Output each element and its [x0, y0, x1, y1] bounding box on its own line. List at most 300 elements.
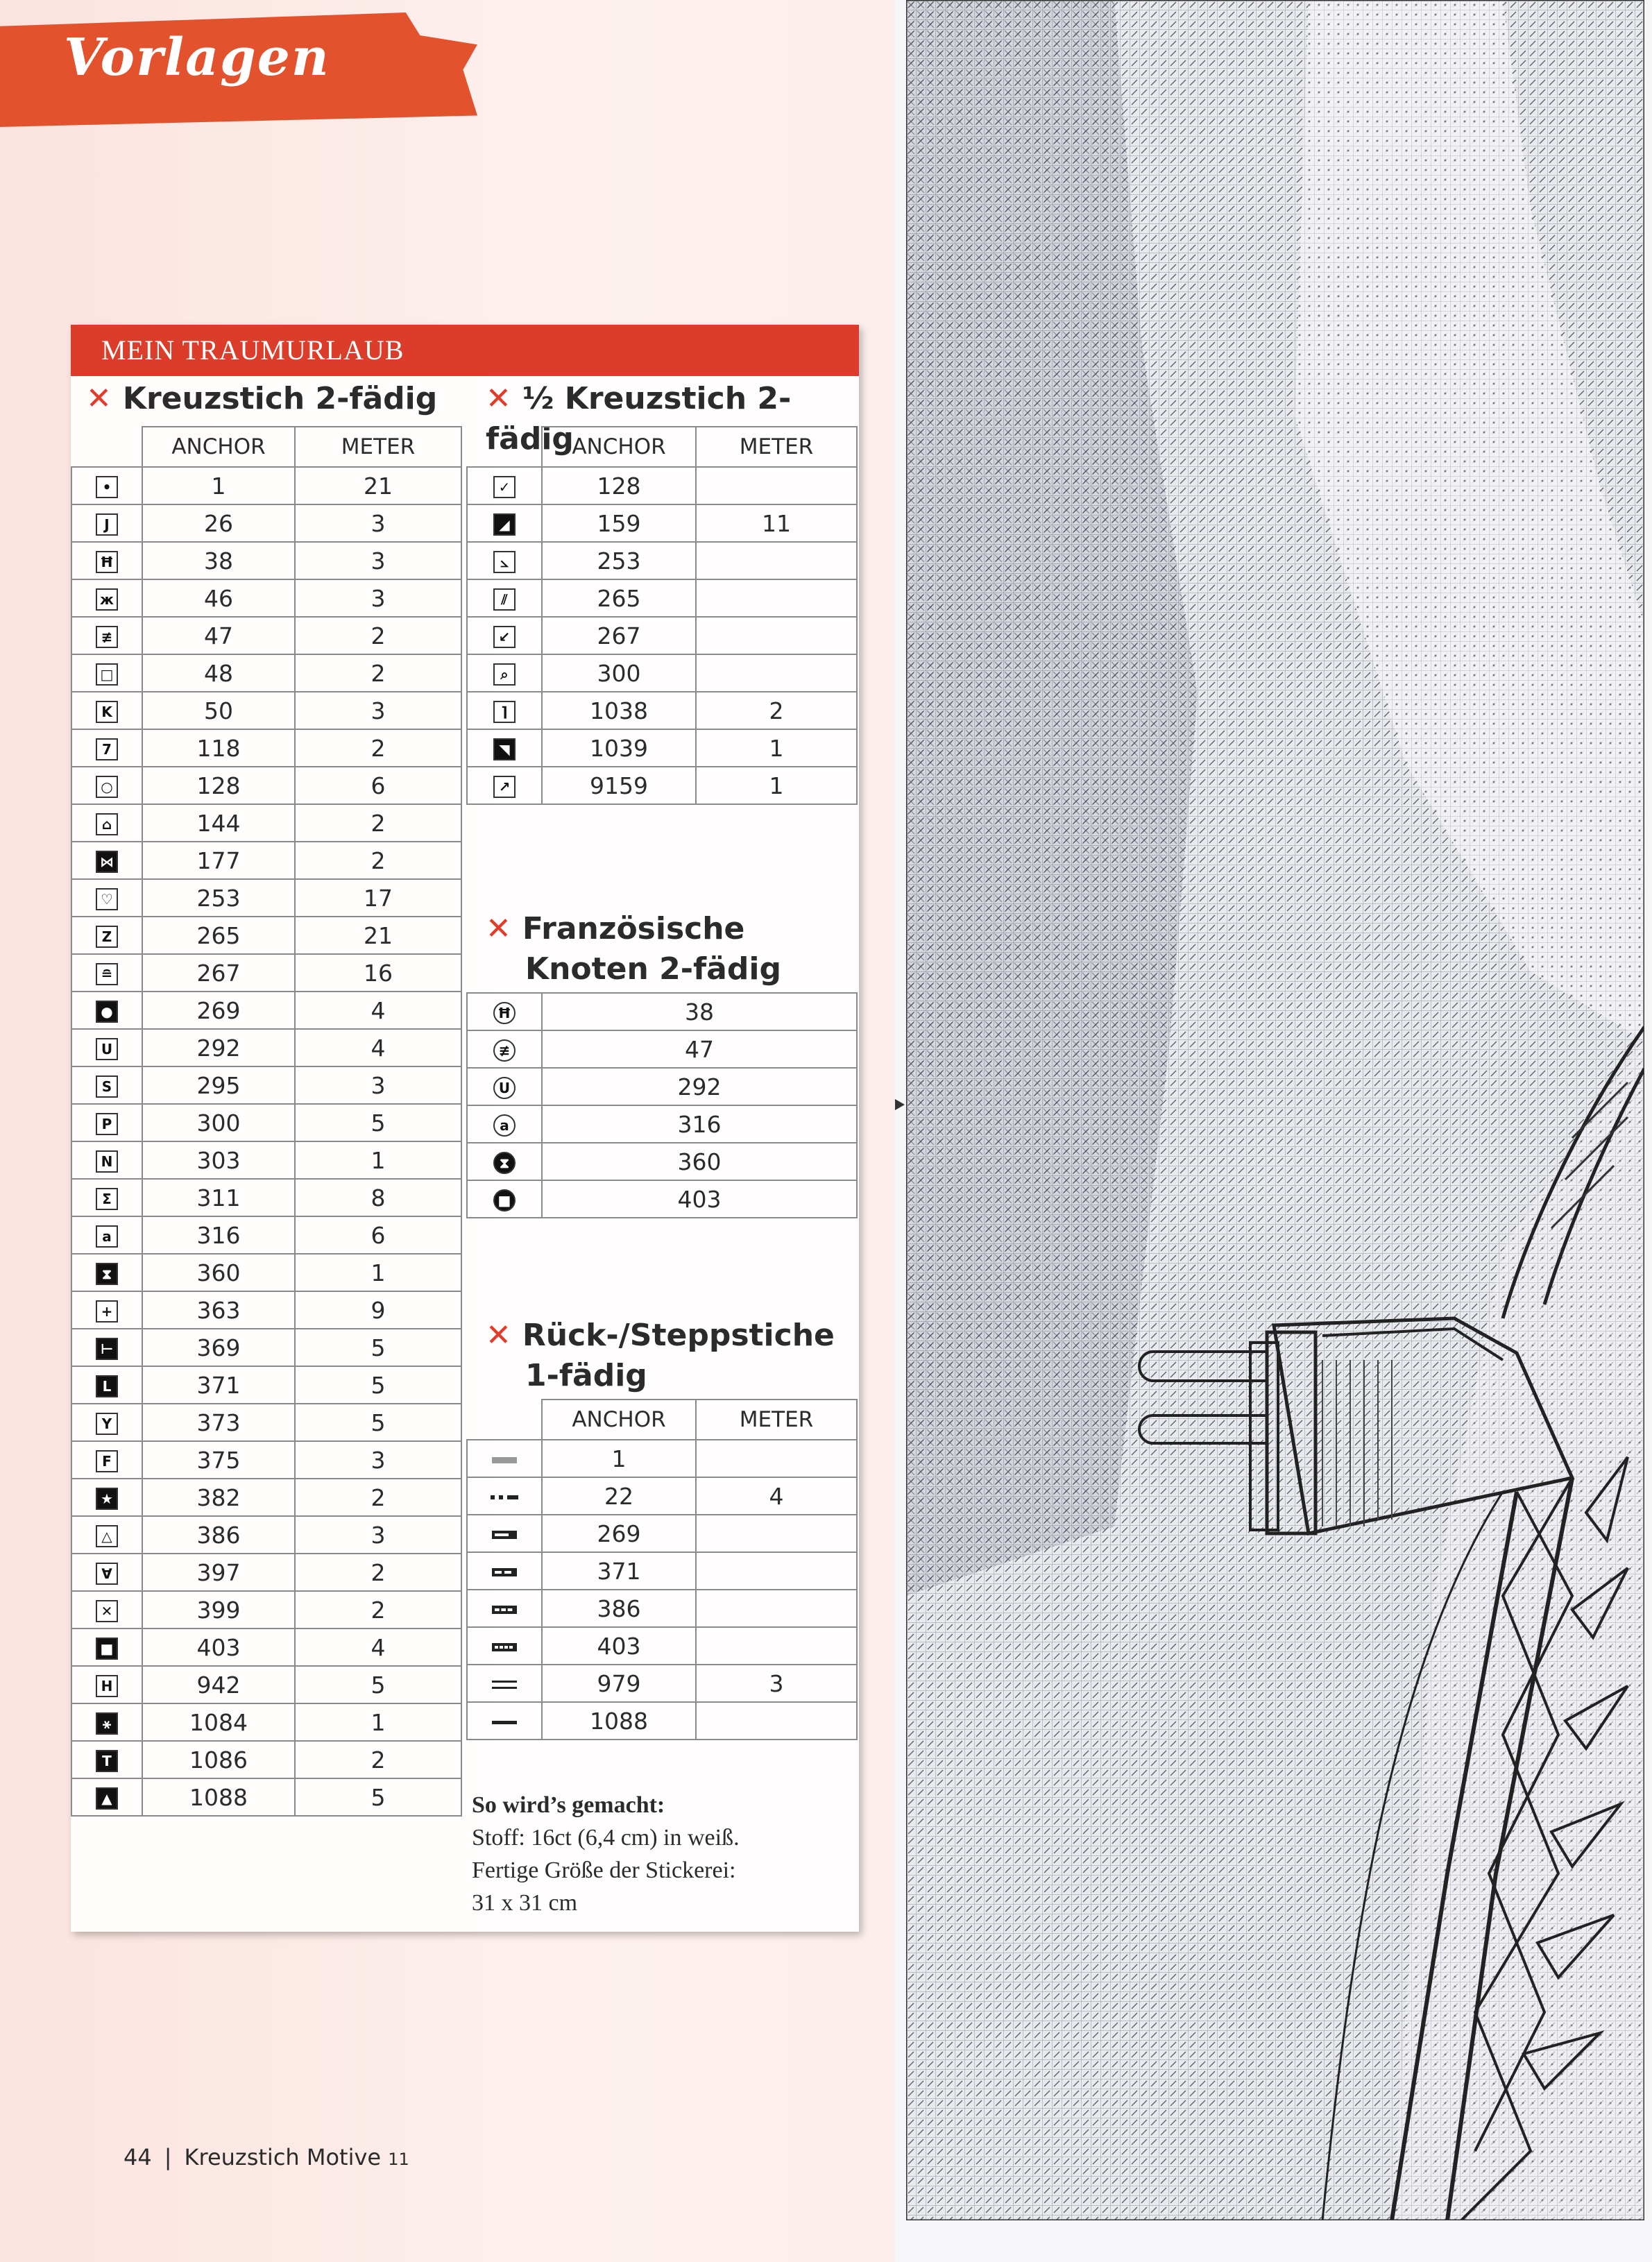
- stitch-symbol-icon: ⊢: [96, 1338, 118, 1360]
- symbol-cell: [71, 1029, 142, 1066]
- red-x-icon: ✕: [486, 381, 511, 416]
- table-row: [71, 842, 461, 879]
- meter-value: 21: [295, 467, 461, 504]
- anchor-value: 38: [142, 542, 295, 579]
- stitch-symbol-icon: ★: [96, 1488, 118, 1510]
- anchor-value: 382: [142, 1479, 295, 1516]
- stitch-symbol-icon: U: [493, 1077, 516, 1099]
- stitch-symbol-icon: 7: [96, 738, 118, 760]
- stitch-symbol-icon: ⋈: [96, 851, 118, 873]
- anchor-value: 1: [542, 1440, 696, 1477]
- anchor-value: 295: [142, 1066, 295, 1104]
- back-stitch-title: ✕ Rück-/Steppstiche 1-fädig: [486, 1318, 835, 1393]
- anchor-value: 26: [142, 504, 295, 542]
- table-row: [71, 1591, 461, 1629]
- table-row: [71, 1629, 461, 1666]
- french-knots-table: [466, 992, 858, 1218]
- anchor-value: 1: [142, 467, 295, 504]
- symbol-cell: [71, 1441, 142, 1479]
- legend-panel: [71, 325, 859, 1932]
- instructions-size-value: 31 x 31 cm: [472, 1890, 578, 1916]
- col-anchor: ANCHOR: [142, 427, 295, 467]
- table-row: [467, 1477, 857, 1515]
- stitch-symbol-icon: Z: [96, 926, 118, 948]
- table-row: [467, 729, 857, 767]
- anchor-value: 373: [142, 1404, 295, 1441]
- table-row: [71, 692, 461, 729]
- meter-value: 5: [295, 1329, 461, 1366]
- meter-value: 6: [295, 1216, 461, 1254]
- table-row: [71, 917, 461, 954]
- meter-value: 17: [295, 879, 461, 917]
- table-row: [71, 1066, 461, 1104]
- table-row: [71, 879, 461, 917]
- meter-value: [696, 654, 857, 692]
- symbol-cell: [467, 1515, 542, 1552]
- meter-value: 3: [696, 1665, 857, 1702]
- meter-value: 1: [295, 1703, 461, 1741]
- anchor-value: 303: [142, 1141, 295, 1179]
- symbol-cell: [71, 1479, 142, 1516]
- anchor-value: 267: [542, 617, 696, 654]
- meter-value: 5: [295, 1104, 461, 1141]
- table-row: [71, 1104, 461, 1141]
- anchor-value: 403: [542, 1180, 857, 1218]
- anchor-value: 369: [142, 1329, 295, 1366]
- anchor-value: 360: [142, 1254, 295, 1291]
- table-row: [467, 1627, 857, 1665]
- instructions-fabric: Stoff: 16ct (6,4 cm) in weiß.: [472, 1825, 740, 1851]
- stitch-symbol-icon: ⦣: [493, 551, 516, 573]
- back-stitch-table: [466, 1399, 858, 1740]
- stitch-symbol-icon: H: [96, 1675, 118, 1697]
- stitch-symbol-icon: ∀: [96, 1563, 118, 1585]
- anchor-value: 38: [542, 993, 857, 1030]
- meter-value: [696, 467, 857, 504]
- symbol-cell: [467, 1105, 542, 1143]
- backstitch-line-icon: [489, 1528, 520, 1542]
- symbol-cell: [467, 1702, 542, 1740]
- symbol-cell: [467, 1552, 542, 1590]
- meter-value: 3: [295, 542, 461, 579]
- chart-center-marker-icon: [895, 1099, 905, 1110]
- stitch-symbol-icon: ⌂: [96, 813, 118, 835]
- meter-value: 11: [696, 504, 857, 542]
- table-row: [71, 1029, 461, 1066]
- symbol-cell: [467, 993, 542, 1030]
- stitch-symbol-icon: S: [96, 1075, 118, 1098]
- anchor-value: 269: [142, 992, 295, 1029]
- anchor-value: 300: [142, 1104, 295, 1141]
- anchor-value: 47: [142, 617, 295, 654]
- anchor-value: 9159: [542, 767, 696, 804]
- stitch-symbol-icon: T: [96, 1750, 118, 1772]
- red-x-icon: ✕: [486, 911, 511, 946]
- anchor-value: 316: [142, 1216, 295, 1254]
- table-row: [71, 1254, 461, 1291]
- meter-value: 2: [295, 654, 461, 692]
- symbol-cell: [71, 1366, 142, 1404]
- meter-value: 5: [295, 1778, 461, 1816]
- table-row: [71, 1366, 461, 1404]
- anchor-value: 267: [142, 954, 295, 992]
- meter-value: 1: [696, 729, 857, 767]
- page-number: 44: [124, 2144, 152, 2170]
- symbol-cell: [71, 467, 142, 504]
- instructions-size-label: Fertige Größe der Stickerei:: [472, 1857, 736, 1883]
- anchor-value: 316: [542, 1105, 857, 1143]
- meter-value: 3: [295, 692, 461, 729]
- anchor-value: 253: [142, 879, 295, 917]
- symbol-cell: [71, 1291, 142, 1329]
- half-cross-stitch-table: [466, 426, 858, 805]
- table-row: [467, 467, 857, 504]
- symbol-cell: [71, 729, 142, 767]
- anchor-value: 144: [142, 804, 295, 842]
- stitch-symbol-icon: ▲: [96, 1787, 118, 1810]
- meter-value: 2: [295, 804, 461, 842]
- meter-value: [696, 1552, 857, 1590]
- stitch-symbol-icon: J: [96, 513, 118, 536]
- instructions: [472, 1789, 860, 1919]
- symbol-cell: [71, 1629, 142, 1666]
- anchor-value: 363: [142, 1291, 295, 1329]
- stitch-symbol-icon: U: [96, 1038, 118, 1060]
- meter-value: 21: [295, 917, 461, 954]
- symbol-cell: [71, 1404, 142, 1441]
- anchor-value: 399: [142, 1591, 295, 1629]
- stitch-symbol-icon: a: [96, 1225, 118, 1248]
- cross-stitch-title: ✕ Kreuzstich 2-fädig: [86, 381, 438, 416]
- anchor-value: 46: [142, 579, 295, 617]
- anchor-value: 118: [142, 729, 295, 767]
- symbol-cell: [71, 504, 142, 542]
- panel-title: MEIN TRAUMURLAUB: [71, 325, 859, 376]
- anchor-value: 1088: [142, 1778, 295, 1816]
- anchor-value: 159: [542, 504, 696, 542]
- col-anchor: ANCHOR: [542, 427, 696, 467]
- symbol-cell: [467, 692, 542, 729]
- table-row: [71, 1554, 461, 1591]
- table-row: [71, 954, 461, 992]
- meter-value: [696, 579, 857, 617]
- symbol-cell: [71, 1254, 142, 1291]
- anchor-value: 1086: [142, 1741, 295, 1778]
- table-row: [71, 1479, 461, 1516]
- meter-value: [696, 1627, 857, 1665]
- meter-value: 6: [295, 767, 461, 804]
- stitch-symbol-icon: ⌕: [493, 663, 516, 686]
- anchor-value: 371: [542, 1552, 696, 1590]
- stitch-symbol-icon: ✕: [96, 1600, 118, 1622]
- meter-value: [696, 1590, 857, 1627]
- anchor-value: 403: [142, 1629, 295, 1666]
- symbol-cell: [467, 1068, 542, 1105]
- table-row: [467, 579, 857, 617]
- symbol-cell: [71, 992, 142, 1029]
- table-row: [71, 1778, 461, 1816]
- symbol-cell: [467, 504, 542, 542]
- anchor-value: 1084: [142, 1703, 295, 1741]
- stitch-symbol-icon: Ħ: [493, 1002, 516, 1024]
- symbol-cell: [71, 1216, 142, 1254]
- meter-value: 2: [295, 842, 461, 879]
- meter-value: 3: [295, 504, 461, 542]
- anchor-value: 311: [142, 1179, 295, 1216]
- backstitch-line-icon: [489, 1678, 520, 1692]
- meter-value: 2: [295, 1591, 461, 1629]
- anchor-value: 386: [142, 1516, 295, 1554]
- table-row: [71, 767, 461, 804]
- symbol-cell: [467, 542, 542, 579]
- anchor-value: 300: [542, 654, 696, 692]
- anchor-value: 50: [142, 692, 295, 729]
- table-row: [71, 1703, 461, 1741]
- meter-value: 16: [295, 954, 461, 992]
- stitch-symbol-icon: Σ: [96, 1188, 118, 1210]
- symbol-cell: [71, 1141, 142, 1179]
- symbol-cell: [71, 1179, 142, 1216]
- stitch-symbol-icon: ↙: [493, 626, 516, 648]
- symbol-cell: [467, 1477, 542, 1515]
- meter-value: [696, 1515, 857, 1552]
- stitch-symbol-icon: ●: [96, 1001, 118, 1023]
- symbol-cell: [71, 654, 142, 692]
- anchor-value: 269: [542, 1515, 696, 1552]
- anchor-value: 375: [142, 1441, 295, 1479]
- stitch-symbol-icon: N: [96, 1150, 118, 1173]
- backstitch-line-icon: [489, 1715, 520, 1729]
- stitch-symbol-icon: ◥: [493, 738, 516, 760]
- meter-value: [696, 617, 857, 654]
- meter-value: 2: [295, 1479, 461, 1516]
- symbol-cell: [71, 617, 142, 654]
- table-row: [467, 1702, 857, 1740]
- symbol-cell: [71, 1741, 142, 1778]
- anchor-value: 397: [142, 1554, 295, 1591]
- stitch-symbol-icon: ♡: [96, 888, 118, 910]
- cross-stitch-pattern-chart: [906, 0, 1644, 2220]
- anchor-value: 265: [142, 917, 295, 954]
- stitch-symbol-icon: ж: [96, 588, 118, 611]
- symbol-cell: [71, 1703, 142, 1741]
- symbol-cell: [71, 1554, 142, 1591]
- stitch-symbol-icon: ○: [96, 776, 118, 798]
- col-meter: METER: [295, 427, 461, 467]
- table-row: [467, 1105, 857, 1143]
- table-row: [71, 654, 461, 692]
- table-row: [467, 1143, 857, 1180]
- stitch-symbol-icon: ◢: [493, 513, 516, 536]
- symbol-cell: [467, 767, 542, 804]
- meter-value: 4: [295, 1029, 461, 1066]
- anchor-value: 1039: [542, 729, 696, 767]
- stitch-symbol-icon: ■: [96, 1638, 118, 1660]
- symbol-cell: [467, 729, 542, 767]
- table-row: [467, 1440, 857, 1477]
- meter-value: 5: [295, 1366, 461, 1404]
- table-row: [467, 993, 857, 1030]
- anchor-value: 48: [142, 654, 295, 692]
- table-row: [71, 1741, 461, 1778]
- anchor-value: 22: [542, 1477, 696, 1515]
- meter-value: 2: [295, 729, 461, 767]
- meter-value: 2: [696, 692, 857, 729]
- table-row: [71, 992, 461, 1029]
- stitch-symbol-icon: ⧗: [493, 1152, 516, 1174]
- meter-value: 2: [295, 617, 461, 654]
- stitch-symbol-icon: Y: [96, 1413, 118, 1435]
- header-tab-title: Vorlagen: [64, 28, 330, 87]
- col-anchor: ANCHOR: [542, 1400, 696, 1440]
- meter-value: 1: [295, 1254, 461, 1291]
- anchor-value: 128: [142, 767, 295, 804]
- backstitch-line-icon: [489, 1490, 520, 1504]
- table-row: [467, 1665, 857, 1702]
- table-row: [467, 1552, 857, 1590]
- symbol-cell: [71, 842, 142, 879]
- meter-value: 4: [696, 1477, 857, 1515]
- red-x-icon: ✕: [486, 1318, 511, 1353]
- stitch-symbol-icon: •: [96, 476, 118, 498]
- meter-value: 9: [295, 1291, 461, 1329]
- table-row: [71, 504, 461, 542]
- table-row: [71, 1666, 461, 1703]
- table-row: [71, 1291, 461, 1329]
- symbol-cell: [71, 804, 142, 842]
- table-row: [467, 654, 857, 692]
- instructions-heading: So wird’s gemacht:: [472, 1792, 665, 1818]
- symbol-cell: [71, 879, 142, 917]
- meter-value: [696, 542, 857, 579]
- anchor-value: 128: [542, 467, 696, 504]
- stitch-symbol-icon: L: [96, 1375, 118, 1397]
- stitch-symbol-icon: ≘: [96, 963, 118, 985]
- stitch-symbol-icon: ⧗: [96, 1263, 118, 1285]
- symbol-cell: [467, 654, 542, 692]
- stitch-symbol-icon: a: [493, 1114, 516, 1137]
- anchor-value: 371: [142, 1366, 295, 1404]
- symbol-cell: [467, 1665, 542, 1702]
- stitch-symbol-icon: ■: [493, 1189, 516, 1211]
- symbol-cell: [467, 1143, 542, 1180]
- symbol-cell: [467, 579, 542, 617]
- anchor-value: 177: [142, 842, 295, 879]
- table-row: [467, 1515, 857, 1552]
- meter-value: 5: [295, 1404, 461, 1441]
- table-row: [467, 1590, 857, 1627]
- table-row: [467, 504, 857, 542]
- stitch-symbol-icon: P: [96, 1113, 118, 1135]
- backstitch-line-icon: [489, 1603, 520, 1617]
- table-row: [467, 542, 857, 579]
- meter-value: 2: [295, 1554, 461, 1591]
- stitch-symbol-icon: △: [96, 1525, 118, 1547]
- table-row: [71, 579, 461, 617]
- table-row: [71, 804, 461, 842]
- symbol-cell: [71, 1104, 142, 1141]
- symbol-cell: [467, 1590, 542, 1627]
- table-row: [71, 1216, 461, 1254]
- table-row: [71, 1516, 461, 1554]
- symbol-cell: [71, 1066, 142, 1104]
- meter-value: 3: [295, 1441, 461, 1479]
- stitch-symbol-icon: □: [96, 663, 118, 686]
- stitch-symbol-icon: Ħ: [96, 551, 118, 573]
- stitch-symbol-icon: ↗: [493, 776, 516, 798]
- table-row: [71, 542, 461, 579]
- table-row: [467, 1068, 857, 1105]
- stitch-symbol-icon: F: [96, 1450, 118, 1472]
- issue-number: 11: [388, 2150, 409, 2169]
- anchor-value: 265: [542, 579, 696, 617]
- table-row: [71, 1141, 461, 1179]
- anchor-value: 253: [542, 542, 696, 579]
- anchor-value: 360: [542, 1143, 857, 1180]
- meter-value: [696, 1440, 857, 1477]
- stitch-symbol-icon: ⫽: [493, 588, 516, 611]
- backstitch-line-icon: [489, 1640, 520, 1654]
- symbol-cell: [71, 767, 142, 804]
- meter-value: 4: [295, 992, 461, 1029]
- red-x-icon: ✕: [86, 381, 112, 416]
- anchor-value: 1038: [542, 692, 696, 729]
- table-row: [467, 1180, 857, 1218]
- symbol-cell: [467, 1440, 542, 1477]
- cross-stitch-table: [71, 426, 462, 1817]
- anchor-value: 47: [542, 1030, 857, 1068]
- col-meter: METER: [696, 1400, 857, 1440]
- symbol-cell: [467, 1030, 542, 1068]
- page-footer: 44 | Kreuzstich Motive 11: [124, 2144, 409, 2170]
- meter-value: 3: [295, 1516, 461, 1554]
- symbol-cell: [467, 467, 542, 504]
- col-meter: METER: [696, 427, 857, 467]
- half-cross-stitch-title: ✕ ½ Kreuzstich 2-fädig: [486, 381, 792, 457]
- magazine-name: Kreuzstich Motive: [184, 2144, 382, 2170]
- table-row: [467, 767, 857, 804]
- anchor-value: 386: [542, 1590, 696, 1627]
- table-row: [71, 1329, 461, 1366]
- anchor-value: 292: [142, 1029, 295, 1066]
- table-row: [71, 467, 461, 504]
- backstitch-line-icon: [489, 1453, 520, 1467]
- stitch-symbol-icon: ✓: [493, 476, 516, 498]
- symbol-cell: [71, 1329, 142, 1366]
- anchor-value: 1088: [542, 1702, 696, 1740]
- symbol-cell: [467, 1627, 542, 1665]
- symbol-cell: [467, 617, 542, 654]
- symbol-cell: [467, 1180, 542, 1218]
- symbol-cell: [71, 692, 142, 729]
- table-row: [467, 692, 857, 729]
- french-knots-title: ✕ Französische Knoten 2-fädig: [486, 911, 781, 987]
- symbol-cell: [71, 579, 142, 617]
- stitch-symbol-icon: ≢: [493, 1039, 516, 1062]
- symbol-cell: [71, 1516, 142, 1554]
- stitch-symbol-icon: ⌉: [493, 701, 516, 723]
- meter-value: 2: [295, 1741, 461, 1778]
- table-row: [71, 729, 461, 767]
- symbol-cell: [71, 542, 142, 579]
- meter-value: 4: [295, 1629, 461, 1666]
- symbol-cell: [71, 1666, 142, 1703]
- table-row: [71, 617, 461, 654]
- meter-value: 5: [295, 1666, 461, 1703]
- symbol-cell: [71, 1591, 142, 1629]
- stitch-symbol-icon: ≢: [96, 626, 118, 648]
- table-row: [71, 1404, 461, 1441]
